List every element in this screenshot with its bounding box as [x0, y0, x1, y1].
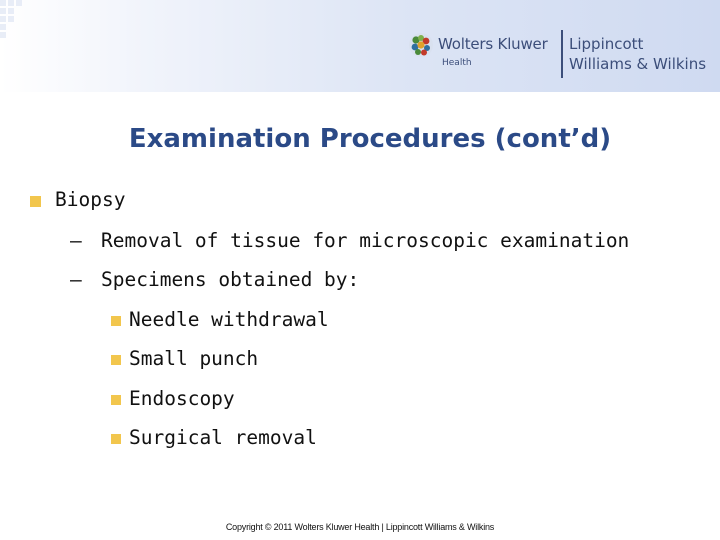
bullet-biopsy: Biopsy	[55, 188, 126, 211]
logo-brand-text: Wolters Kluwer	[438, 35, 548, 53]
bullet-marker	[111, 355, 121, 365]
dash-marker: –	[70, 229, 82, 252]
globe-logo-icon	[408, 32, 434, 58]
logo-division-text: Health	[442, 58, 472, 68]
corner-grid-decoration	[0, 0, 30, 40]
item-surgical-removal: Surgical removal	[129, 426, 317, 449]
slide-title: Examination Procedures (cont’d)	[128, 124, 612, 154]
bullet-marker	[111, 434, 121, 444]
logo-divider	[561, 30, 563, 78]
dash-marker: –	[70, 268, 82, 291]
item-endoscopy: Endoscopy	[129, 387, 235, 410]
bullet-marker	[30, 196, 41, 207]
item-needle-withdrawal: Needle withdrawal	[129, 308, 329, 331]
logo-partner-line2: Williams & Wilkins	[569, 55, 707, 73]
sub-bullet-removal: Removal of tissue for microscopic examination	[101, 229, 630, 252]
item-small-punch: Small punch	[129, 347, 259, 370]
copyright-footer: Copyright © 2011 Wolters Kluwer Health | Lippincott Williams & Wilkins	[225, 522, 495, 532]
logo-partner-line1: Lippincott	[569, 35, 644, 53]
sub-bullet-specimens: Specimens obtained by:	[101, 268, 360, 291]
bullet-marker	[111, 395, 121, 405]
bullet-marker	[111, 316, 121, 326]
